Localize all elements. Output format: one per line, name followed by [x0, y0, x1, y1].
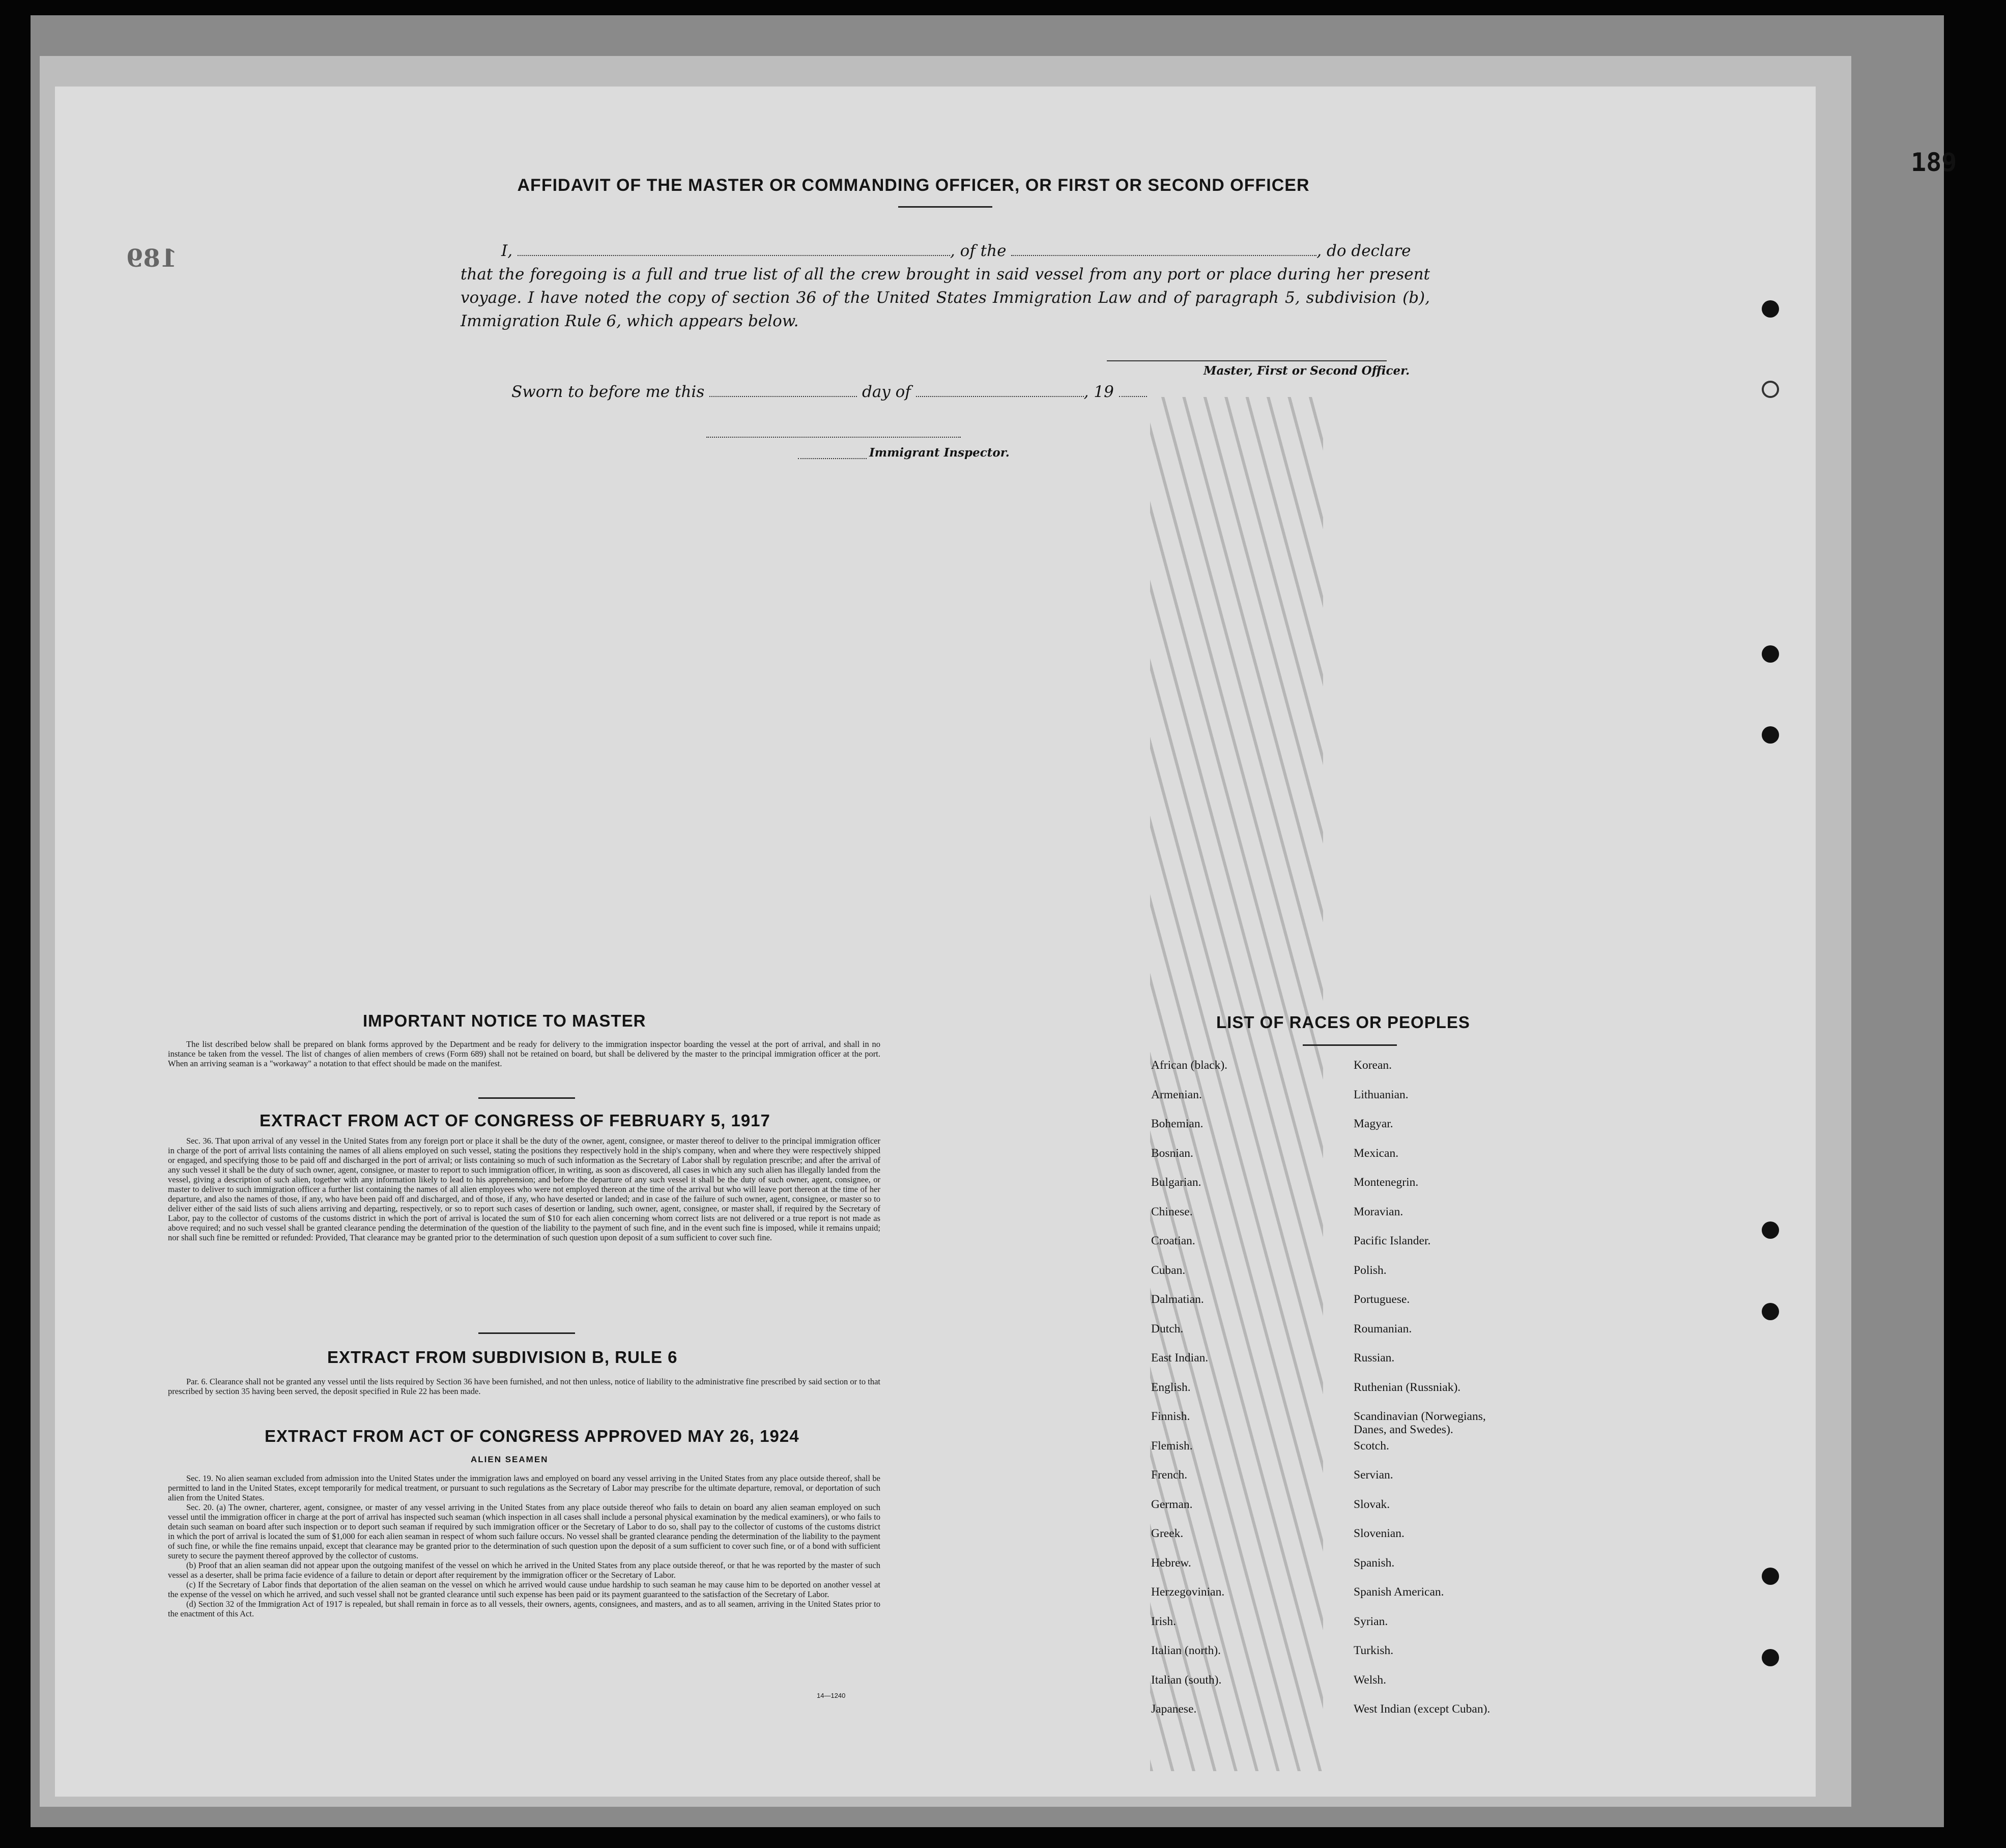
race-item: Finnish. [1151, 1410, 1190, 1423]
race-item: Herzegovinian. [1151, 1585, 1225, 1599]
master-label: Master, First or Second Officer. [1203, 364, 1410, 378]
extract-rule6-text [168, 1377, 880, 1396]
of-label: , of the [950, 242, 1007, 260]
affidavit-title: AFFIDAVIT OF THE MASTER OR COMMANDING OFFICER, OR FIRST OR SECOND OFFICER [517, 176, 1310, 195]
sec-19-text: Sec. 19. No alien seaman excluded from admission into the United States under the immigration laws and employed on board any vessel arriving in the United States from any place outside thereof, shall be permitted to land in the United States, except temporarily for medical treatment, or pursuant to such regulations as the Secretary of Labor may prescribe for the ultimate departure, removal, or deportation of such alien from the United States. [168, 1473, 880, 1502]
race-item: Armenian. [1151, 1088, 1202, 1101]
notice-text [168, 1039, 880, 1068]
race-item: Chinese. [1151, 1205, 1193, 1218]
affidavit-body [461, 239, 1430, 333]
sec-20b-text: (b) Proof that an alien seaman did not appear upon the outgoing manifest of the vessel on which he arrived in the United States from any place outside thereof, or that he was reported by the master of such vessel as a deserter, shall be prima facie evidence of a failure to detain or deport after requirement by the immigration officer or the Secretary of Labor. [168, 1560, 880, 1580]
extract-1924-text [168, 1473, 880, 1618]
divider [478, 1097, 575, 1099]
race-item: Korean. [1354, 1059, 1392, 1072]
race-item: Welsh. [1354, 1673, 1387, 1687]
alien-seamen-subhead: ALIEN SEAMEN [471, 1455, 549, 1464]
race-item: Lithuanian. [1354, 1088, 1409, 1101]
inspector-dotted-lead [798, 458, 867, 459]
extract-rule6-title: EXTRACT FROM SUBDIVISION B, RULE 6 [327, 1348, 678, 1367]
race-item: Scandinavian (Norwegians, Danes, and Swedes). [1354, 1410, 1486, 1436]
inspector-label: Immigrant Inspector. [869, 446, 1010, 460]
sworn-day-label: day of [862, 383, 911, 401]
par-6-text: Par. 6. Clearance shall not be granted any vessel until the lists required by Section 36 have been furnished, and not then unless, notice of liability to the administrative fine prescribed by said section or to that prescribed by section 35 having been served, the deposit specified in Rule 22 has been made. [168, 1377, 880, 1396]
race-item: Slovak. [1354, 1497, 1390, 1511]
binder-hole [1762, 1221, 1779, 1239]
race-item: Bohemian. [1151, 1117, 1203, 1130]
form-number: 14—1240 [817, 1692, 846, 1699]
race-item: African (black). [1151, 1059, 1228, 1072]
race-item: Spanish American. [1354, 1585, 1444, 1599]
race-item: Bulgarian. [1151, 1176, 1201, 1189]
race-item: Spanish. [1354, 1556, 1395, 1570]
race-item: Hebrew. [1151, 1556, 1191, 1570]
race-item: West Indian (except Cuban). [1354, 1702, 1491, 1716]
race-item: Irish. [1151, 1614, 1176, 1628]
sec-20c-text: (c) If the Secretary of Labor finds that deportation of the alien seaman on the vessel on which he arrived would cause undue hardship to such seaman he may cause him to be deported on another vessel at the expense of the vessel on which he arrived, and such vessel shall not be granted clearance until such expense has been paid or its payment guaranteed to the satisfaction of the Secretary of Labor. [168, 1580, 880, 1599]
race-item: Russian. [1354, 1351, 1395, 1364]
sworn-month-field[interactable] [916, 386, 1084, 397]
page-number: 189 [1911, 148, 1957, 177]
race-item: Croatian. [1151, 1234, 1195, 1247]
race-item: Pacific Islander. [1354, 1234, 1431, 1247]
race-item: Mexican. [1354, 1146, 1399, 1160]
affidavit-text: that the foregoing is a full and true list of all the crew brought in said vessel from any port or place during her present voyage. I have noted the copy of section 36 of the United States Immigration Law and of paragraph 5, subdivision (b), Immigration Rule 6, which appears below. [461, 265, 1430, 330]
race-item: East Indian. [1151, 1351, 1209, 1364]
race-item: Syrian. [1354, 1614, 1388, 1628]
name-field[interactable] [518, 245, 950, 256]
races-right-column [1354, 1059, 1506, 1732]
race-item: Flemish. [1151, 1439, 1193, 1453]
race-item: Turkish. [1354, 1644, 1394, 1657]
race-item: Ruthenian (Russniak). [1354, 1380, 1461, 1394]
race-item: Bosnian. [1151, 1146, 1193, 1160]
race-item: Italian (south). [1151, 1673, 1222, 1687]
race-item: Italian (north). [1151, 1644, 1221, 1657]
sworn-prefix: Sworn to before me this [511, 383, 705, 401]
race-item: Moravian. [1354, 1205, 1403, 1218]
vessel-field[interactable] [1011, 245, 1316, 256]
race-item: Japanese. [1151, 1702, 1197, 1716]
binder-hole [1762, 726, 1779, 744]
inspector-signature-line[interactable] [706, 437, 961, 438]
divider [1303, 1044, 1397, 1046]
binder-hole [1762, 300, 1779, 318]
race-item: Scotch. [1354, 1439, 1389, 1453]
races-left-column [1151, 1059, 1227, 1732]
binder-hole [1762, 645, 1779, 663]
race-item: German. [1151, 1497, 1193, 1511]
extract-1917-text [168, 1136, 880, 1242]
extract-1924-title: EXTRACT FROM ACT OF CONGRESS APPROVED MAY 26, 1924 [265, 1427, 799, 1445]
divider [898, 206, 992, 208]
notice-body: The list described below shall be prepared on blank forms approved by the Department and be ready for delivery to the immigration inspector boarding the vessel at the port of arrival, and shall in no instance be taken from the vessel. The list of changes of alien members of crews (Form 689) shall not be retained on board, but shall be delivered by the master to the principal immigration officer at the port. When an arriving seaman is a "workaway" a notation to that effect should be made on the manifest. [168, 1039, 880, 1068]
divider [478, 1332, 575, 1334]
race-item: Dutch. [1151, 1322, 1184, 1335]
sec-20d-text: (d) Section 32 of the Immigration Act of 1917 is repealed, but shall remain in force as to all vessels, their owners, agents, consignees, and masters, and as to all seamen, arriving in the United States prior to the enactment of this Act. [168, 1599, 880, 1618]
race-item: Montenegrin. [1354, 1176, 1419, 1189]
races-title: LIST OF RACES OR PEOPLES [1216, 1013, 1470, 1032]
binder-hole [1762, 381, 1779, 398]
sec-20a-text: Sec. 20. (a) The owner, charterer, agent, consignee, or master of any vessel arriving in the United States from any place outside thereof who fails to detain on board any alien seaman employed on such vessel until the immigration officer in charge at the port of arrival has inspected such seaman (which inspection in all cases shall include a personal physical examination by the medical examiners), or who fails to detain such seaman on board after such inspection or to deport such seaman if required by such immigration officer or the Secretary of Labor to do so, shall pay to the collector of customs of the customs district in which the port of arrival is located the sum of $1,000 for each alien seaman in respect of whom such failure occurs. No vessel shall be granted clearance pending the determination of the liability to the payment of such fine, or while the fine remains unpaid, except that clearance may be granted prior to the determination of such question upon the deposit of a sum sufficient to cover such fine, or of a bond with sufficient surety to secure the payment thereof approved by the collector of customs. [168, 1502, 880, 1560]
race-item: English. [1151, 1380, 1191, 1394]
sworn-year-field[interactable] [1119, 386, 1147, 397]
race-item: Roumanian. [1354, 1322, 1412, 1335]
notice-title: IMPORTANT NOTICE TO MASTER [363, 1011, 646, 1030]
race-item: Portuguese. [1354, 1293, 1410, 1306]
sworn-line [511, 383, 1147, 401]
binder-hole [1762, 1568, 1779, 1585]
race-item: Slovenian. [1354, 1527, 1405, 1540]
master-signature-line[interactable] [1107, 360, 1387, 361]
section-36-text: Sec. 36. That upon arrival of any vessel in the United States from any foreign port or place it shall be the duty of the owner, agent, consignee, or master thereof to deliver to the principal immigration officer in charge of the port of arrival lists containing the names of all aliens employed on such vessel, stating the positions they respectively hold in the ship's company, when and where they were respectively shipped or engaged, and specifying those to be paid off and discharged in the port of arrival; or lists containing so much of such information as the Secretary of Labor shall by regulation prescribe; and after the arrival of any such vessel it shall be the duty of such owner, agent, consignee, or master to report to such immigration officer, in writing, as soon as discovered, all cases in which any such alien has illegally landed from the vessel, giving a description of such alien, together with any information likely to lead to his apprehension; and before the departure of any such vessel it shall be the duty of such owner, agent, consignee, or master to deliver to such immigration officer a further list containing the names of all alien employees who were not employed thereon at the time of the arrival but who will leave port thereon at the time of her departure, and also the names of those, if any, who have been paid off and discharged, and of those, if any, who have deserted or landed; and in case of the failure of such owner, agent, consignee, or master so to deliver either of the said lists of such aliens arriving and departing, respectively, or so to report such cases of desertion or landing, such owner, agent, consignee, or master shall, if required by the Secretary of Labor, pay to the collector of customs of the customs district in which the port of arrival is located the sum of $10 for each alien concerning whom correct lists are not delivered or a true report is not made as above required; and no such vessel shall be granted clearance pending the determination of the question of the liability to the payment of such fine, and in the event such fine is imposed, while it remains unpaid; nor shall such fine be remitted or refunded: Provided, That clearance may be granted prior to the determination of such question upon deposit of a sum sufficient to cover such fine. [168, 1136, 880, 1242]
declare-label: , do declare [1316, 242, 1411, 260]
extract-1917-title: EXTRACT FROM ACT OF CONGRESS OF FEBRUARY 5, 1917 [260, 1111, 770, 1130]
declarant-label: I, [501, 242, 513, 260]
race-item: Cuban. [1151, 1263, 1186, 1277]
race-item: Greek. [1151, 1527, 1184, 1540]
race-item: Dalmatian. [1151, 1293, 1204, 1306]
race-item: French. [1151, 1468, 1188, 1482]
race-item: Servian. [1354, 1468, 1393, 1482]
race-item: Polish. [1354, 1263, 1387, 1277]
race-item: Magyar. [1354, 1117, 1393, 1130]
binder-hole [1762, 1649, 1779, 1666]
sworn-year-label: , 19 [1083, 383, 1114, 401]
binder-hole [1762, 1303, 1779, 1320]
sworn-day-field[interactable] [709, 386, 857, 397]
ghost-page-number: 189 [126, 244, 178, 273]
